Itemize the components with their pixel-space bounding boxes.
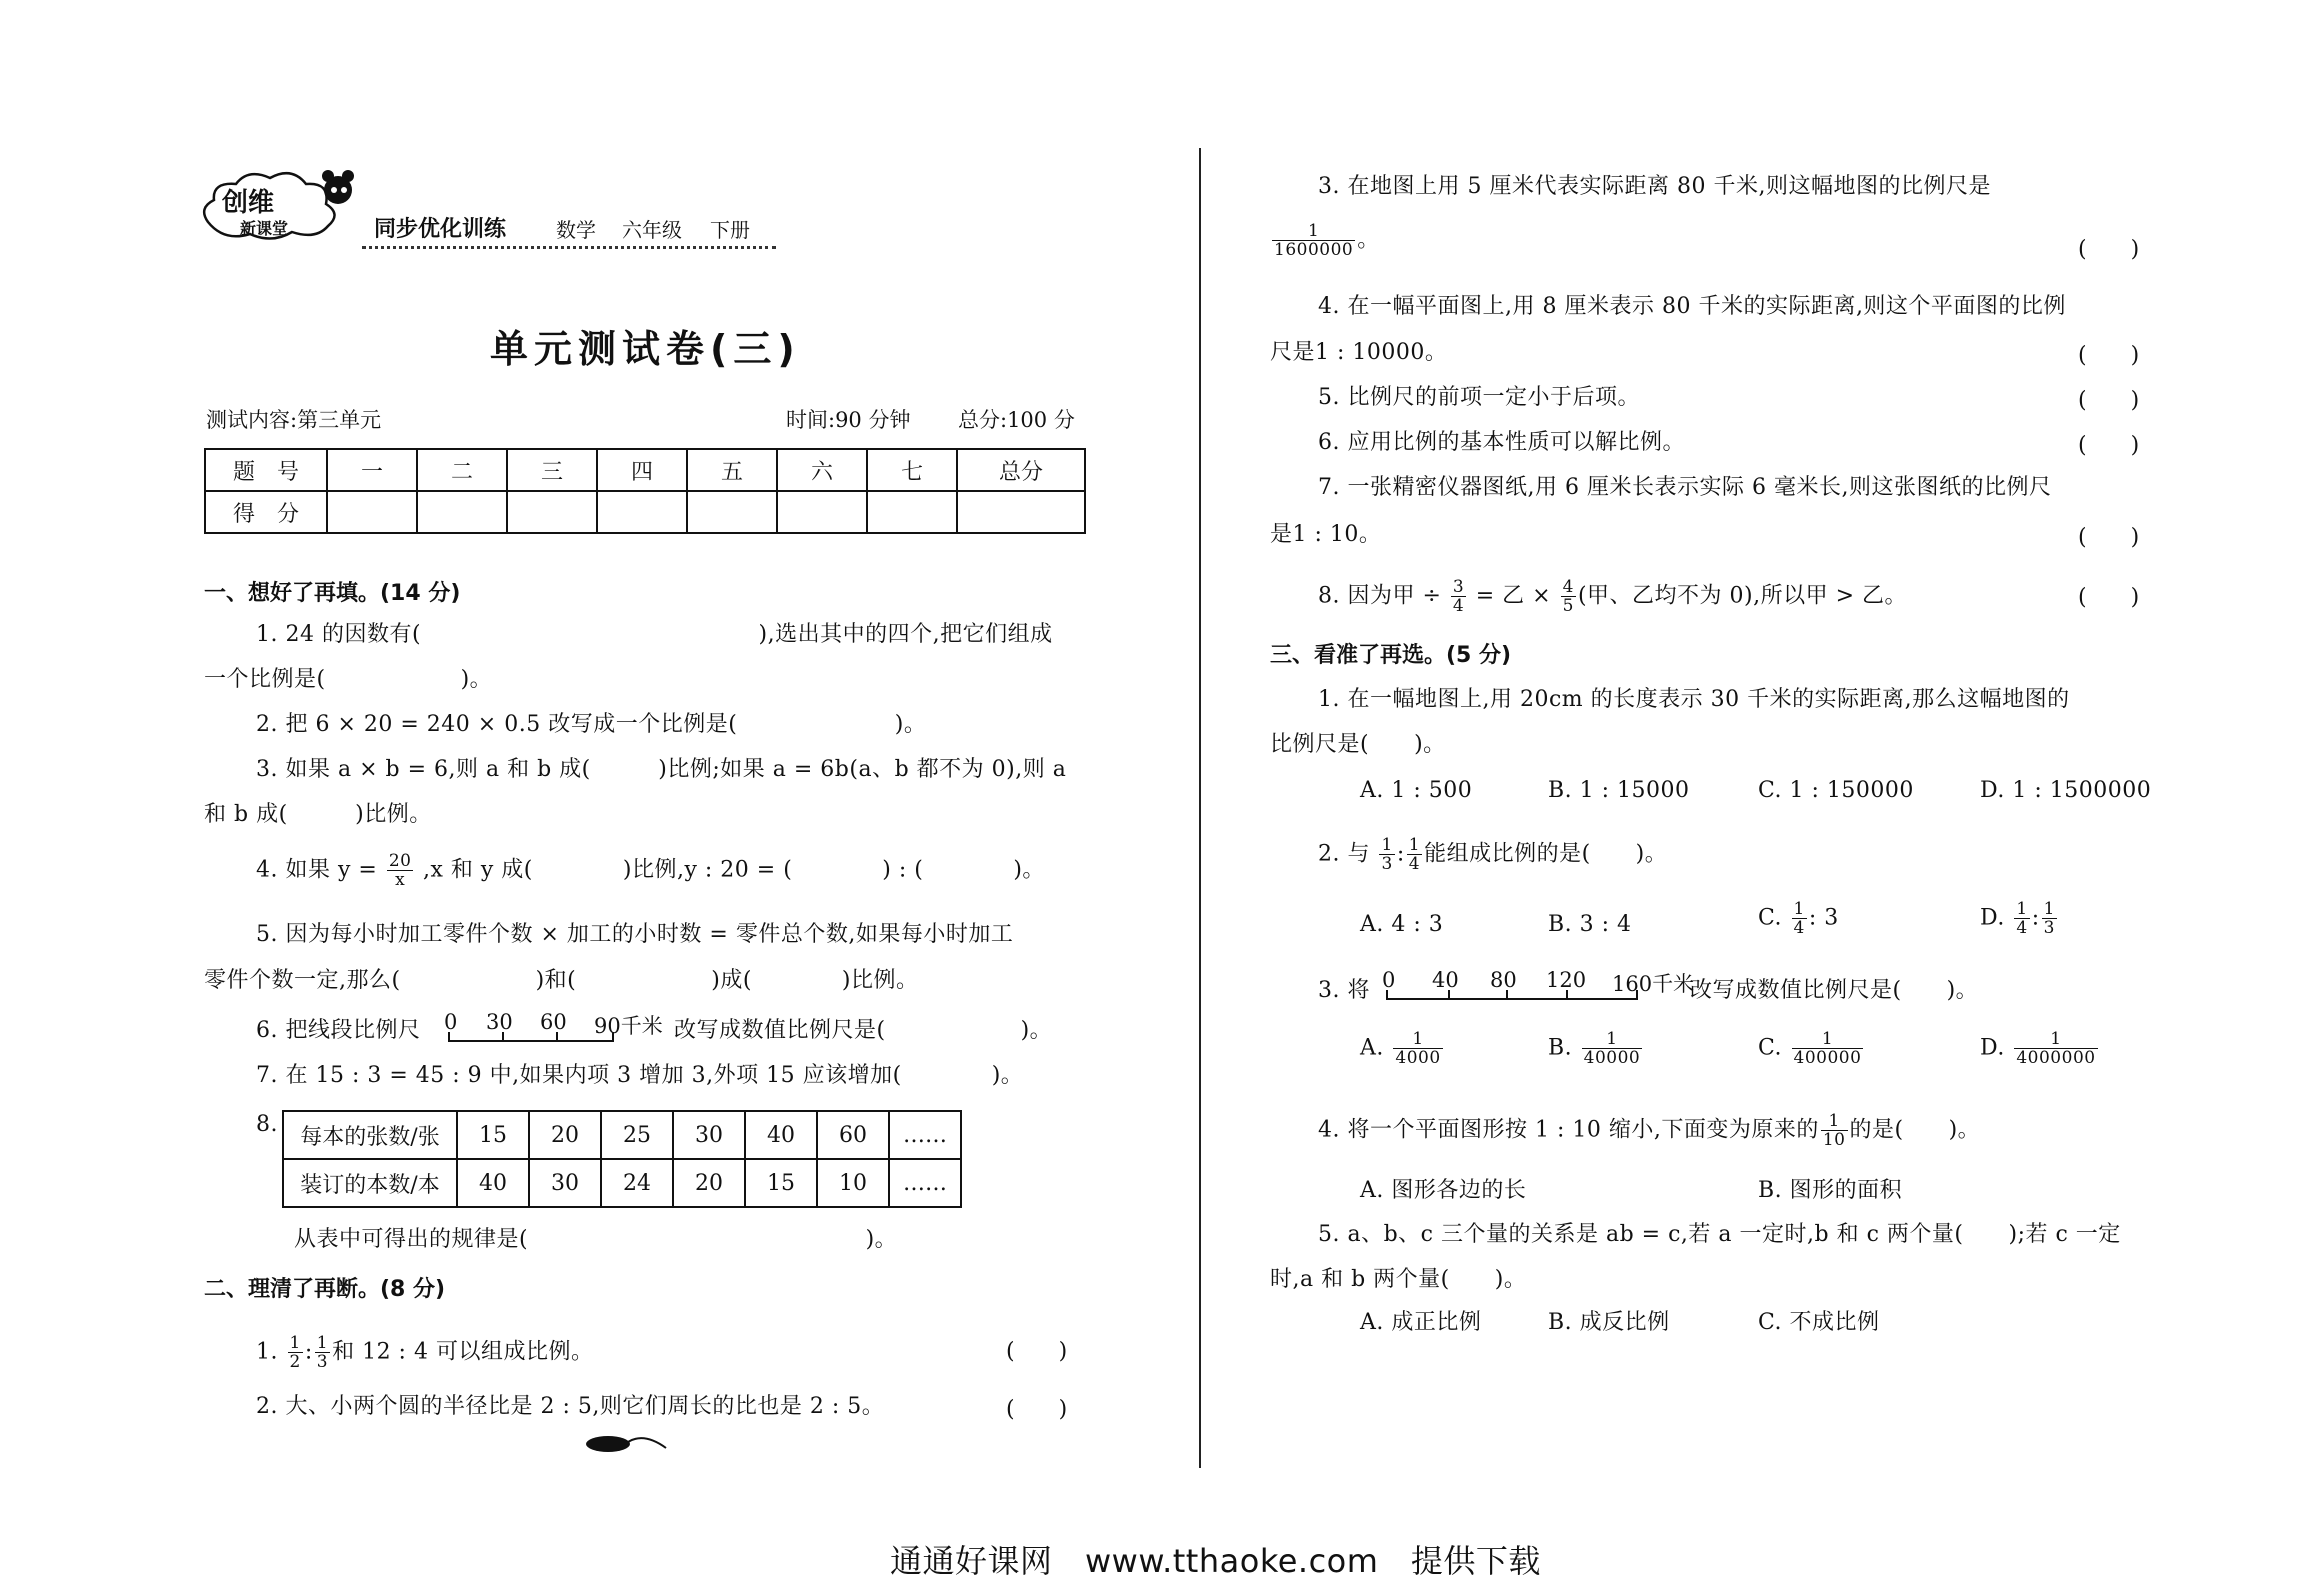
s3-q2-option-c[interactable]: C. $\frac{1}{4}$ : 3	[1758, 899, 1839, 938]
table-cell: 20	[673, 1159, 745, 1207]
table-cell: 10	[817, 1159, 889, 1207]
s1-q8-table	[282, 1110, 962, 1208]
s3-q2-option-d[interactable]: D. $\frac{1}{4}$ : $\frac{1}{3}$	[1980, 899, 2055, 938]
s2-q8-mid: = 乙 ×	[1475, 583, 1552, 609]
s3-q1-option-a[interactable]: A. 1 : 500	[1360, 778, 1473, 803]
s1-q2: 2. 把 6 × 20 = 240 × 0.5 改写成一个比例是( )。	[256, 712, 927, 737]
score-cell: 一	[327, 449, 417, 491]
s3-q1-option-d[interactable]: D. 1 : 1500000	[1980, 778, 2152, 803]
table-cell: 25	[601, 1111, 673, 1159]
s3-q3-option-b-fraction: $\frac{1}{40000}$	[1583, 1029, 1641, 1068]
download-source-footer[interactable]: 通通好课网 www.tthaoke.com 提供下载	[890, 1542, 1541, 1580]
score-cell: 七	[867, 449, 957, 491]
s3-q2-post: 能组成比例的是( )。	[1424, 841, 1668, 867]
test-content: 测试内容:第三单元	[206, 408, 382, 432]
s1-q4	[256, 852, 1045, 889]
score-cell: 五	[687, 449, 777, 491]
s3-q5-option-b[interactable]: B. 成反比例	[1548, 1310, 1670, 1335]
table-row	[283, 1159, 961, 1207]
page-divider	[1199, 148, 1201, 1468]
s2-q8-post: (甲、乙均不为 0),所以甲 > 乙。	[1577, 583, 1908, 609]
s1-q8-number: 8.	[256, 1112, 278, 1137]
scale-tick-label: 90千米	[594, 1014, 663, 1038]
scale-tick-label: 120	[1546, 968, 1587, 992]
s2-q7-answer-paren[interactable]: ( )	[2078, 525, 2140, 550]
score-input-cell[interactable]	[957, 491, 1085, 533]
table-cell: 装订的本数/本	[283, 1159, 457, 1207]
score-input-cell[interactable]	[597, 491, 687, 533]
s3-q2-option-d-fraction-b: $\frac{1}{3}$	[2043, 899, 2055, 938]
volume-label: 下册	[710, 218, 750, 242]
page-footer-ornament	[580, 1428, 670, 1458]
s1-q1-line1: 1. 24 的因数有( ),选出其中的四个,把它们组成	[256, 622, 1053, 647]
s3-q3-option-d-fraction: $\frac{1}{4000000}$	[2016, 1029, 2096, 1068]
score-input-cell[interactable]	[687, 491, 777, 533]
s2-q2: 2. 大、小两个圆的半径比是 2 : 5,则它们周长的比也是 2 : 5。	[256, 1394, 885, 1419]
s2-q7-line2: 是1 : 10。	[1270, 522, 1382, 547]
score-input-cell[interactable]	[327, 491, 417, 533]
table-cell: 30	[529, 1159, 601, 1207]
s1-q3-line1: 3. 如果 a × b = 6,则 a 和 b 成( )比例;如果 a = 6b(a、b 都不为 0),则 a	[256, 757, 1067, 782]
page-title: 单元测试卷(三)	[490, 327, 801, 371]
s2-q8-fraction-a: $\frac{3}{4}$	[1452, 577, 1465, 616]
s2-q8-pre: 8. 因为甲 ÷	[1318, 583, 1442, 609]
s2-q1-num: 1.	[256, 1339, 278, 1365]
scale-tick-label: 30	[486, 1010, 513, 1034]
s2-q1: 1. $\frac{1}{2}$ : $\frac{1}{3}$ 和 12 : 4 可以组成比例。	[256, 1333, 594, 1372]
s3-q2-fraction-a: $\frac{1}{3}$	[1381, 835, 1393, 874]
s3-q3-option-b[interactable]: B. $\frac{1}{40000}$	[1548, 1029, 1641, 1068]
score-cell: 二	[417, 449, 507, 491]
score-row-label: 得 分	[205, 491, 327, 533]
s3-q3-post: 改写成数值比例尺是( )。	[1690, 978, 1979, 1003]
scale-tick-label: 60	[540, 1010, 567, 1034]
score-cell: 总分	[957, 449, 1085, 491]
s2-q5-answer-paren[interactable]: ( )	[2078, 388, 2140, 413]
s3-q4-pre: 4. 将一个平面图形按 1 : 10 缩小,下面变为原来的	[1318, 1117, 1819, 1143]
table-cell: 30	[673, 1111, 745, 1159]
score-cell: 四	[597, 449, 687, 491]
s2-q6: 6. 应用比例的基本性质可以解比例。	[1318, 430, 1685, 455]
s3-q3-pre: 3. 将	[1318, 978, 1370, 1003]
s3-q2: 2. 与 $\frac{1}{3}$ : $\frac{1}{4}$ 能组成比例的是( )。	[1318, 835, 1668, 874]
table-cell: 40	[745, 1111, 817, 1159]
subject-label: 数学	[556, 218, 596, 242]
s2-q4-line1: 4. 在一幅平面图上,用 8 厘米表示 80 千米的实际距离,则这个平面图的比例	[1318, 294, 2066, 319]
s3-q1-line2: 比例尺是( )。	[1270, 732, 1446, 757]
s1-q6-pre: 6. 把线段比例尺	[256, 1018, 421, 1043]
table-cell: 60	[817, 1111, 889, 1159]
section1-title: 一、想好了再填。(14 分)	[204, 581, 461, 606]
s2-q3-line1: 3. 在地图上用 5 厘米代表实际距离 80 千米,则这幅地图的比例尺是	[1318, 174, 1991, 199]
s3-q2-fraction-b: $\frac{1}{4}$	[1408, 835, 1421, 874]
mascot-ornament-icon	[580, 1428, 670, 1454]
s3-q1-option-c[interactable]: C. 1 : 150000	[1758, 778, 1914, 803]
s3-q3-option-d[interactable]: D. $\frac{1}{4000000}$	[1980, 1029, 2096, 1068]
s3-q3-option-c[interactable]: C. $\frac{1}{400000}$	[1758, 1029, 1862, 1068]
table-cell: ……	[889, 1111, 961, 1159]
scale-tick-label: 40	[1432, 968, 1459, 992]
s1-q7: 7. 在 15 : 3 = 45 : 9 中,如果内项 3 增加 3,外项 15 应该增加( )。	[256, 1063, 1024, 1088]
s2-q5: 5. 比例尺的前项一定小于后项。	[1318, 385, 1640, 410]
table-cell: 40	[457, 1159, 529, 1207]
s3-q3-option-c-fraction: $\frac{1}{400000}$	[1793, 1029, 1862, 1068]
s3-q2-option-a[interactable]: A. 4 : 3	[1360, 912, 1444, 937]
s3-q4-post: 的是( )。	[1849, 1117, 1981, 1143]
scale-tick-label: 160千米	[1612, 972, 1695, 996]
s2-q3-line2: $\frac{1}{1600000}$ 。	[1274, 221, 1380, 260]
s1-q6-post: 改写成数值比例尺是( )。	[674, 1018, 1053, 1043]
s3-q4	[1318, 1112, 1980, 1149]
score-input-cell[interactable]	[417, 491, 507, 533]
s1-q4-pre: 4. 如果 y =	[256, 857, 378, 883]
s1-q6-scale-bar	[448, 1032, 614, 1042]
section3-title: 三、看准了再选。(5 分)	[1270, 643, 1512, 668]
scale-tick-label: 0	[1382, 968, 1396, 992]
s3-q2-pre: 2. 与	[1318, 841, 1370, 867]
s1-q4-post: ,x 和 y 成( )比例,y : 20 = ( ) : ( )。	[422, 857, 1045, 883]
s3-q3-option-a[interactable]: A. $\frac{1}{4000}$	[1360, 1029, 1441, 1068]
s3-q1-line1: 1. 在一幅地图上,用 20cm 的长度表示 30 千米的实际距离,那么这幅地图的	[1318, 687, 2070, 712]
s3-q2-option-b[interactable]: B. 3 : 4	[1548, 912, 1632, 937]
s1-q1-line2: 一个比例是( )。	[204, 667, 493, 692]
table-cell: 24	[601, 1159, 673, 1207]
logo-text-sub: 新课堂	[240, 219, 289, 238]
test-total: 总分:100 分	[958, 408, 1075, 432]
score-table-score-row	[205, 491, 1085, 533]
s3-q2-option-d-fraction-a: $\frac{1}{4}$	[2016, 899, 2028, 938]
s2-q4-line2: 尺是1 : 10000。	[1270, 340, 1448, 365]
s2-q1-answer-paren[interactable]: ( )	[1006, 1339, 1068, 1364]
scale-tick-label: 0	[444, 1010, 458, 1034]
s3-q5-line2: 时,a 和 b 两个量( )。	[1270, 1267, 1527, 1292]
score-table	[204, 448, 1086, 534]
s3-q2-option-c-fraction: $\frac{1}{4}$	[1793, 899, 1805, 938]
section2-title: 二、理清了再断。(8 分)	[204, 1277, 446, 1302]
table-row	[283, 1111, 961, 1159]
s3-q5-option-c[interactable]: C. 不成比例	[1758, 1310, 1880, 1335]
s2-q8	[1318, 578, 1907, 615]
s3-q5-line1: 5. a、b、c 三个量的关系是 ab = c,若 a 一定时,b 和 c 两个量( );若 c 一定	[1318, 1222, 2121, 1247]
score-cell: 六	[777, 449, 867, 491]
s2-q3-answer-paren[interactable]: ( )	[2078, 237, 2140, 262]
s3-q5-option-a[interactable]: A. 成正比例	[1360, 1310, 1482, 1335]
logo-text-main: 创维	[222, 188, 275, 218]
s3-q4-option-a[interactable]: A. 图形各边的长	[1360, 1178, 1527, 1203]
s3-q1-option-b[interactable]: B. 1 : 15000	[1548, 778, 1690, 803]
s2-q8-answer-paren[interactable]: ( )	[2078, 585, 2140, 610]
s3-q4-fraction: $\frac{1}{10}$	[1822, 1111, 1846, 1150]
s2-q1-post: 和 12 : 4 可以组成比例。	[332, 1339, 594, 1365]
s1-q4-fraction: $\frac{20}{x}$	[388, 851, 412, 890]
score-input-cell[interactable]	[777, 491, 867, 533]
s2-q8-fraction-b: $\frac{4}{5}$	[1562, 577, 1574, 616]
score-input-cell[interactable]	[507, 491, 597, 533]
table-cell: 15	[745, 1159, 817, 1207]
score-table-header-row	[205, 449, 1085, 491]
score-input-cell[interactable]	[867, 491, 957, 533]
test-time: 时间:90 分钟	[786, 408, 911, 432]
s2-q2-answer-paren[interactable]: ( )	[1006, 1397, 1068, 1422]
s2-q1-fraction-a: $\frac{1}{2}$	[289, 1333, 301, 1372]
table-cell: 20	[529, 1111, 601, 1159]
table-cell: 15	[457, 1111, 529, 1159]
s2-q6-answer-paren[interactable]: ( )	[2078, 433, 2140, 458]
score-cell: 题 号	[205, 449, 327, 491]
header-dotted-rule	[362, 246, 776, 249]
s2-q7-line1: 7. 一张精密仪器图纸,用 6 厘米长表示实际 6 毫米长,则这张图纸的比例尺	[1318, 475, 2052, 500]
s2-q4-answer-paren[interactable]: ( )	[2078, 343, 2140, 368]
s1-q5-line2: 零件个数一定,那么( )和( )成( )比例。	[204, 968, 919, 993]
score-cell: 三	[507, 449, 597, 491]
table-cell: ……	[889, 1159, 961, 1207]
series-name: 同步优化训练	[374, 217, 507, 242]
grade-label: 六年级	[622, 218, 682, 242]
s1-q3-line2: 和 b 成( )比例。	[204, 802, 432, 827]
s2-q1-fraction-b: $\frac{1}{3}$	[316, 1333, 329, 1372]
s3-q4-option-b[interactable]: B. 图形的面积	[1758, 1178, 1903, 1203]
s1-q8-rule-answer: 从表中可得出的规律是( )。	[294, 1227, 898, 1252]
s3-q3-scale-bar	[1386, 990, 1638, 1000]
s2-q3-fraction: $\frac{1}{1600000}$	[1274, 221, 1354, 260]
scale-tick-label: 80	[1490, 968, 1517, 992]
s3-q3-option-a-fraction: $\frac{1}{4000}$	[1395, 1029, 1441, 1068]
table-cell: 每本的张数/张	[283, 1111, 457, 1159]
s1-q5-line1: 5. 因为每小时加工零件个数 × 加工的小时数 = 零件总个数,如果每小时加工	[256, 922, 1014, 947]
